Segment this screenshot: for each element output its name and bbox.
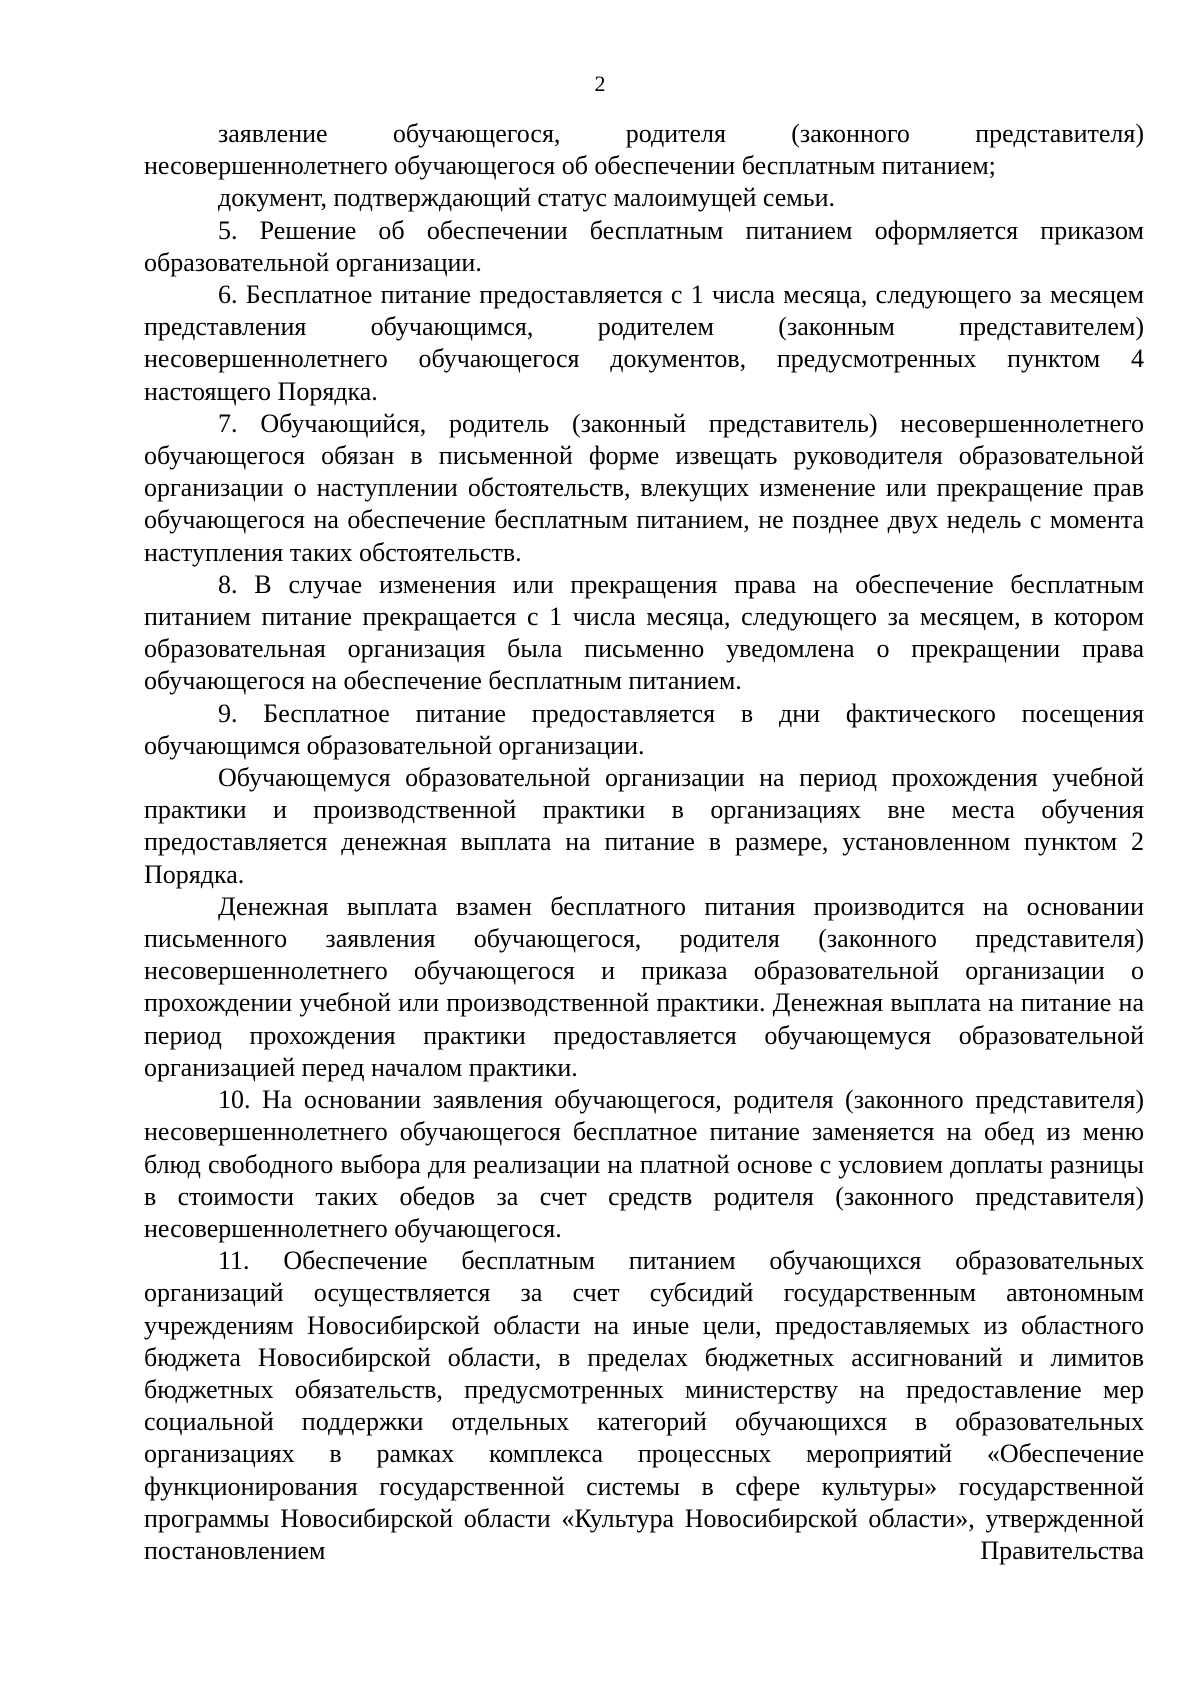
- paragraph-item-9: 9. Бесплатное питание предоставляется в дни фактического посещения обучающимся образовательной организации.: [144, 698, 1144, 760]
- paragraph-practice-payment: Обучающемуся образовательной организации на период прохождения учебной практики и производственной практики в организациях вне места обучения предоставляется денежная выплата на питание в размере, установленном пунктом 2 Порядка.: [144, 763, 1144, 889]
- paragraph-payment-basis: Денежная выплата взамен бесплатного питания производится на основании письменного заявления обучающегося, родителя (законного представителя) несовершеннолетнего обучающегося и приказа образовательной организации о прохождении учебной или производственной практики. Денежная выплата на питание на период прохождения практики предоставляется обучающемуся образовательной организацией перед началом практики.: [144, 891, 1144, 1082]
- paragraph-item-7: 7. Обучающийся, родитель (законный представитель) несовершеннолетнего обучающегося обязан в письменной форме извещать руководителя образовательной организации о наступлении обстоятельств, влекущих изменение или прекращение прав обучающегося на обеспечение бесплатным питанием, не позднее двух недель с момента наступления таких обстоятельств.: [144, 408, 1144, 567]
- page-number: 2: [594, 71, 606, 96]
- paragraph-item-11: 11. Обеспечение бесплатным питанием обучающихся образовательных организаций осуществляется за счет субсидий государственным автономным учреждениям Новосибирской области на иные цели, предоставляемых из областного бюджета Новосибирской области, в пределах бюджетных ассигнований и лимитов бюджетных обязательств, предусмотренных министерству на предоставление мер социальной поддержки отдельных категорий обучающихся в образовательных организациях в рамках комплекса процессных мероприятий «Обеспечение функционирования государственной системы в сфере культуры» государственной программы Новосибирской области «Культура Новосибирской области», утвержденной постановлением Правительства: [144, 1246, 1144, 1565]
- paragraph-item-8: 8. В случае изменения или прекращения права на обеспечение бесплатным питанием питание прекращается с 1 числа месяца, следующего за месяцем, в котором образовательная организация была письменно уведомлена о прекращении права обучающегося на обеспечение бесплатным питанием.: [144, 569, 1144, 696]
- paragraph-item-6: 6. Бесплатное питание предоставляется с 1 числа месяца, следующего за месяцем представления обучающимся, родителем (законным представителем) несовершеннолетнего обучающегося документов, предусмотренных пунктом 4 настоящего Порядка.: [144, 280, 1144, 406]
- paragraph-low-income-document: документ, подтверждающий статус малоимущей семьи.: [218, 183, 836, 213]
- paragraph-item-10: 10. На основании заявления обучающегося, родителя (законного представителя) несовершеннолетнего обучающегося бесплатное питание заменяется на обед из меню блюд свободного выбора для реализации на платной основе с условием доплаты разницы в стоимости таких обедов за счет средств родителя (законного представителя) несовершеннолетнего обучающегося.: [144, 1085, 1144, 1243]
- paragraph-item-5: 5. Решение об обеспечении бесплатным питанием оформляется приказом образовательной организации.: [144, 215, 1144, 277]
- paragraph-application: заявление обучающегося, родителя (законного представителя) несовершеннолетнего обучающегося об обеспечении бесплатным питанием;: [144, 119, 1144, 181]
- document-body: [144, 118, 1144, 1567]
